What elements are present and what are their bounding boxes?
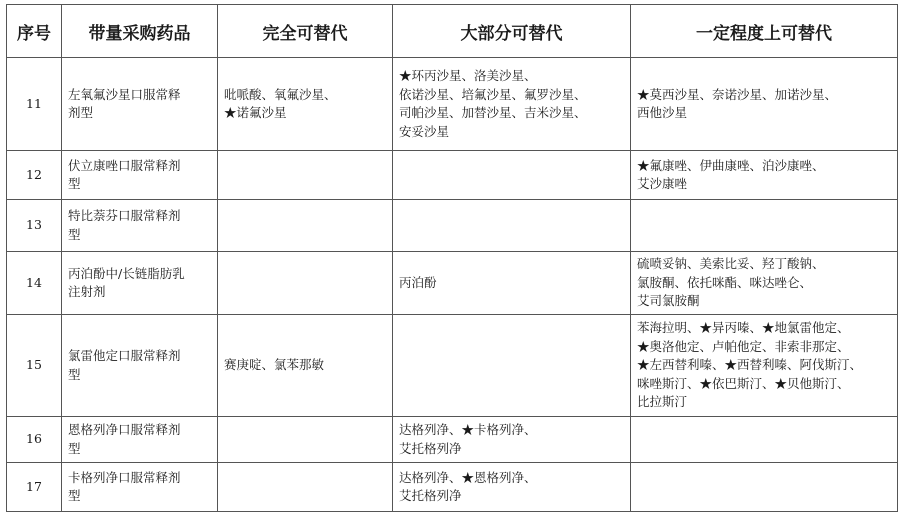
cell-most (393, 200, 631, 252)
cell-most: 达格列净、★卡格列净、 艾托格列净 (393, 417, 631, 463)
cell-partial: ★莫西沙星、奈诺沙星、加诺沙星、 西他沙星 (631, 58, 898, 151)
cell-seq: 16 (7, 417, 62, 463)
table-row (7, 200, 898, 252)
cell-most (393, 151, 631, 200)
cell-seq: 12 (7, 151, 62, 200)
header-drug: 带量采购药品 (62, 5, 218, 58)
cell-drug: 氯雷他定口服常释剂 型 (62, 315, 218, 417)
cell-full: 赛庚啶、氯苯那敏 (218, 315, 393, 417)
table-row (7, 252, 898, 315)
cell-most (393, 315, 631, 417)
cell-drug: 左氧氟沙星口服常释 剂型 (62, 58, 218, 151)
drug-substitution-table (6, 4, 898, 512)
cell-partial: 苯海拉明、★异丙嗪、★地氯雷他定、 ★奥洛他定、卢帕他定、非索非那定、 ★左西替利嗪、★西替利嗪、阿伐斯汀、 咪唑斯汀、★依巴斯汀、★贝他斯汀、 比拉斯汀 (631, 315, 898, 417)
cell-seq: 11 (7, 58, 62, 151)
table-row (7, 315, 898, 417)
cell-partial (631, 417, 898, 463)
cell-seq: 14 (7, 252, 62, 315)
header-full: 完全可替代 (218, 5, 393, 58)
cell-full (218, 252, 393, 315)
header-row (7, 5, 898, 58)
cell-full: 吡哌酸、氧氟沙星、 ★诺氟沙星 (218, 58, 393, 151)
cell-partial: ★氟康唑、伊曲康唑、泊沙康唑、 艾沙康唑 (631, 151, 898, 200)
cell-seq: 13 (7, 200, 62, 252)
cell-most: 达格列净、★恩格列净、 艾托格列净 (393, 463, 631, 512)
cell-full (218, 463, 393, 512)
header-most: 大部分可替代 (393, 5, 631, 58)
cell-most: ★环丙沙星、洛美沙星、 依诺沙星、培氟沙星、氟罗沙星、 司帕沙星、加替沙星、吉米沙星、 安妥沙星 (393, 58, 631, 151)
table-row (7, 58, 898, 151)
cell-seq: 15 (7, 315, 62, 417)
cell-drug: 特比萘芬口服常释剂 型 (62, 200, 218, 252)
cell-drug: 伏立康唑口服常释剂 型 (62, 151, 218, 200)
table-row (7, 151, 898, 200)
cell-partial (631, 200, 898, 252)
cell-full (218, 200, 393, 252)
cell-full (218, 417, 393, 463)
cell-drug: 丙泊酚中/长链脂肪乳 注射剂 (62, 252, 218, 315)
table-row (7, 463, 898, 512)
cell-drug: 恩格列净口服常释剂 型 (62, 417, 218, 463)
cell-most: 丙泊酚 (393, 252, 631, 315)
header-partial: 一定程度上可替代 (631, 5, 898, 58)
cell-full (218, 151, 393, 200)
header-seq: 序号 (7, 5, 62, 58)
cell-partial (631, 463, 898, 512)
cell-seq: 17 (7, 463, 62, 512)
table-row (7, 417, 898, 463)
cell-drug: 卡格列净口服常释剂 型 (62, 463, 218, 512)
table-wrapper (6, 4, 898, 512)
cell-partial: 硫喷妥钠、美索比妥、羟丁酸钠、 氯胺酮、依托咪酯、咪达唑仑、 艾司氯胺酮 (631, 252, 898, 315)
